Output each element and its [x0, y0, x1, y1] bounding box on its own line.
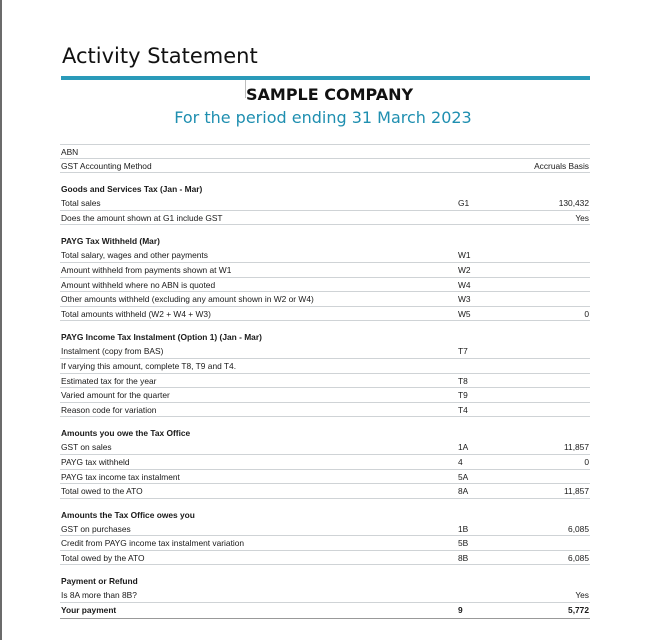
row-value: 0 [584, 456, 589, 467]
statement-row [60, 292, 590, 307]
row-code: 4 [458, 456, 463, 467]
row-value: 130,432 [558, 198, 589, 209]
row-value: 5,772 [568, 605, 589, 616]
page-title: Activity Statement [62, 44, 258, 68]
statement-row [60, 388, 590, 403]
row-label: Total amounts withheld (W2 + W4 + W3) [61, 308, 211, 319]
statement-row [60, 455, 590, 470]
row-value: 0 [584, 308, 589, 319]
row-value: Yes [575, 590, 589, 601]
statement-row [60, 196, 590, 211]
section-header [60, 571, 590, 588]
row-code: T9 [458, 390, 468, 401]
row-code: 8B [458, 552, 469, 563]
statement-row [60, 144, 590, 159]
company-name: SAMPLE COMPANY [246, 85, 414, 104]
row-code: 5A [458, 471, 469, 482]
row-label: Total owed by the ATO [61, 552, 145, 563]
row-label: Does the amount shown at G1 include GST [61, 212, 223, 223]
page-left-border [0, 0, 2, 640]
row-code: T8 [458, 375, 468, 386]
row-code: W2 [458, 264, 471, 275]
statement-row [60, 359, 590, 374]
row-label: Instalment (copy from BAS) [61, 346, 164, 357]
row-label: Total owed to the ATO [61, 486, 143, 497]
section-title: PAYG Income Tax Instalment (Option 1) (Jan - Mar) [61, 332, 262, 343]
row-label: Total sales [61, 198, 101, 209]
statement-row [60, 159, 590, 174]
statement-row [60, 551, 590, 566]
row-label: Total salary, wages and other payments [61, 250, 208, 261]
row-code: 5B [458, 538, 469, 549]
title-accent-bar [61, 76, 590, 80]
row-value: Accruals Basis [534, 160, 589, 171]
section-title: Goods and Services Tax (Jan - Mar) [61, 184, 203, 195]
row-code: W4 [458, 279, 471, 290]
row-label: Is 8A more than 8B? [61, 590, 137, 601]
section-title: Payment or Refund [61, 576, 138, 587]
statement-row [60, 588, 590, 603]
statement-row [60, 522, 590, 537]
section-header [60, 231, 590, 248]
statement-row [60, 211, 590, 226]
row-label: GST Accounting Method [61, 160, 152, 171]
row-label: Other amounts withheld (excluding any amount shown in W2 or W4) [61, 294, 314, 305]
section-title: Amounts the Tax Office owes you [61, 509, 195, 520]
row-value: 6,085 [568, 523, 589, 534]
row-code: 1B [458, 523, 469, 534]
row-code: 9 [458, 605, 463, 616]
row-label: GST on purchases [61, 523, 131, 534]
statement-row [60, 248, 590, 263]
row-label: Reason code for variation [61, 404, 157, 415]
statement-row [60, 374, 590, 389]
statement-row [60, 344, 590, 359]
statement-row [60, 484, 590, 499]
row-label: If varying this amount, complete T8, T9 and T4. [61, 360, 237, 371]
section-title: PAYG Tax Withheld (Mar) [61, 236, 160, 247]
section-title: Amounts you owe the Tax Office [61, 428, 191, 439]
row-label: GST on sales [61, 442, 112, 453]
statement-row [60, 470, 590, 485]
row-value: 6,085 [568, 552, 589, 563]
row-value: 11,857 [564, 486, 589, 497]
section-header [60, 327, 590, 344]
period-subtitle: For the period ending 31 March 2023 [174, 108, 472, 127]
row-code: 8A [458, 486, 469, 497]
statement-row [60, 263, 590, 278]
row-label: Credit from PAYG income tax instalment variation [61, 538, 245, 549]
row-value: 11,857 [564, 442, 589, 453]
row-label: Varied amount for the quarter [61, 390, 170, 401]
row-code: G1 [458, 198, 470, 209]
row-code: W3 [458, 294, 471, 305]
statement-row [60, 603, 590, 619]
row-label: ABN [61, 147, 79, 157]
statement-row [60, 307, 590, 322]
row-code: T7 [458, 346, 468, 357]
statement-row [60, 278, 590, 293]
row-label: Estimated tax for the year [61, 375, 157, 386]
row-label: Amount withheld from payments shown at W1 [61, 264, 232, 275]
section-header [60, 505, 590, 522]
row-label: PAYG tax income tax instalment [61, 471, 180, 482]
row-label: PAYG tax withheld [61, 456, 130, 467]
row-code: T4 [458, 404, 468, 415]
activity-statement-table [60, 144, 590, 619]
section-header [60, 423, 590, 440]
section-header [60, 179, 590, 196]
statement-row [60, 440, 590, 455]
row-code: W1 [458, 250, 471, 261]
row-code: 1A [458, 442, 469, 453]
row-label: Amount withheld where no ABN is quoted [61, 279, 216, 290]
row-label: Your payment [61, 605, 117, 616]
statement-row [60, 536, 590, 551]
row-value: Yes [575, 212, 589, 223]
row-code: W5 [458, 308, 471, 319]
statement-row [60, 403, 590, 418]
